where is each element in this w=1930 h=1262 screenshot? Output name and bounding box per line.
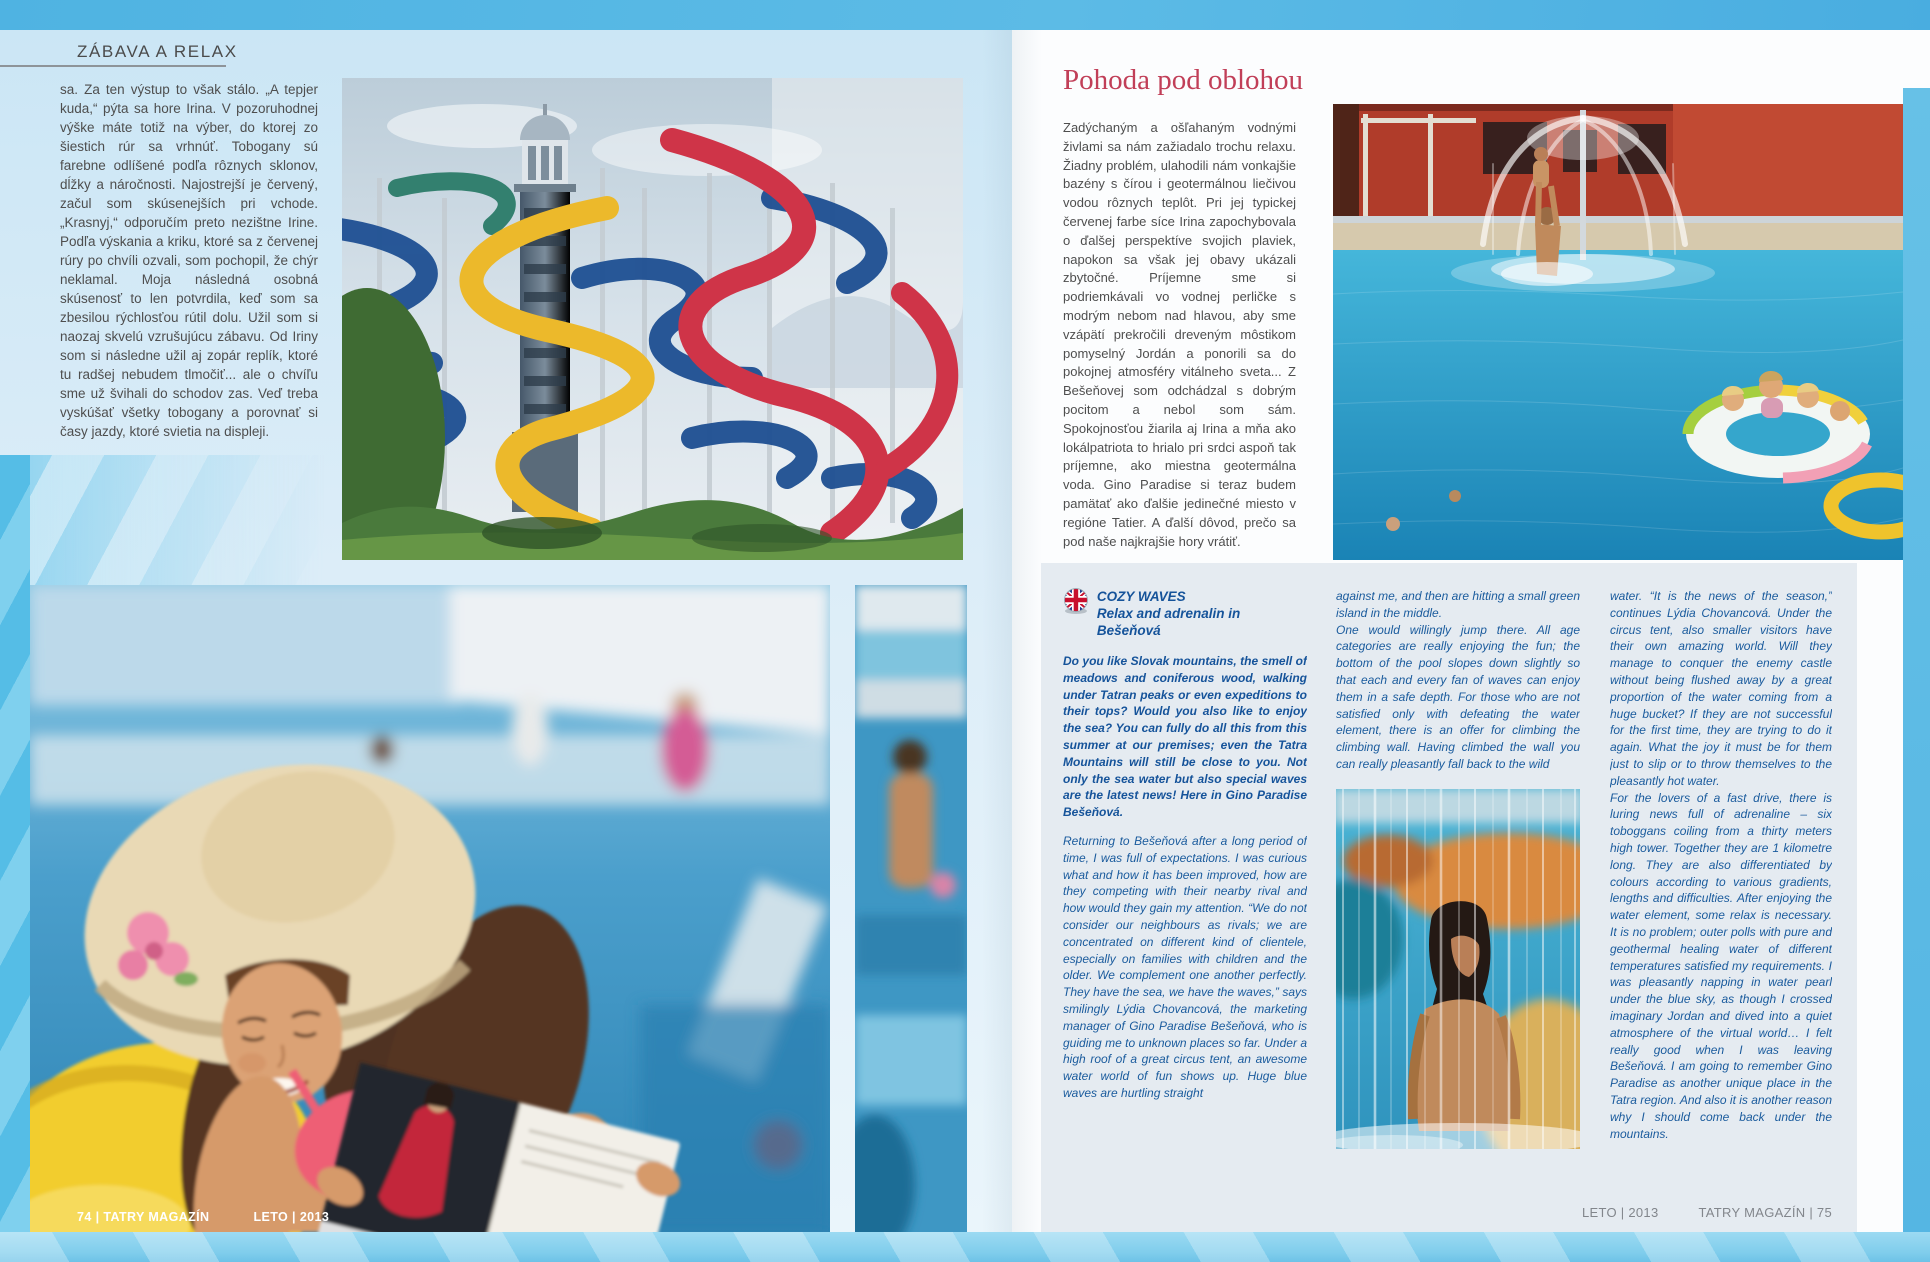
bottom-bar-stripes [0,1232,1930,1262]
footer-right-magazine: TATRY MAGAZÍN | 75 [1698,1205,1832,1220]
english-column-2 [1336,588,1580,1226]
right-article-text: Zadýchaným a ošľahaným vodnými živlami sa nám zažiadalo trochu relaxu. Žiadny problém, ulahodili nám vonkajšie bazény s čírou i geotermálnou liečivou vodou rôznych teplôt. Pri jej typickej červenej farbe síce Irina zapochybovala o ďalšej perspektíve svojich plaviek, napokon sa však jej obavy ukázali zbytočné. Príjemne sme si podriemkávali vo vodnej perličke s modrým nebom nad hlavou, aby sme vzápätí prekročili dreveným môstikom pomyselný Jordán a ponorili sa do pokojnej atmosféry vitálneho sveta... Z Bešeňovej som odchádzal s dobrým pocitom a nebol som sám. Spokojnosťou žiarila aj Irina a mňa ako lokálpatriota to hrialo pri srdci aspoň tak príjemne, ako miestna geotermálna voda. Gino Paradise si teraz budem pamätať ako ďalšie jedinečné miesto v regióne Tatier. A ďalší dôvod, prečo sa pod naše najkrajšie hory vrátiť. [1063,120,1296,549]
english-col3-paragraph-2: For the lovers of a fast drive, there is luring news full of adrenaline – six toboggans coiling from a thirty meters high tower. Together they are 1 kilometre long. They are also differentiated by colours according to various gradients, lengths and difficulties. After enjoying the water element, some relax is necessary. It is no problem; outer polls with pure and geothermal healing water of different temperatures satisfied my requirements. I was pleasantly napping in water pearl under the blue sky, as though I crossed imaginary Jordan and dived into a quiet atmosphere of the virtual world… I felt really good when I was leaving Bešeňová. I am going to remember Gino Paradise as another unique place in the Tatra region. And also it is another reason why I should come back under the mountains. [1610,790,1832,1141]
photo-pool-strip [855,585,967,1232]
section-underline [0,65,226,67]
photo-man-water-curtain [1336,789,1580,1149]
english-intro-paragraph: Do you like Slovak mountains, the smell of meadows and coniferous wood, walking under Tatran peaks or even expeditions to their tops? Would you also like to enjoy the sea? You can fully do all this from this summer at our premises; even the Tatra Mountains will still be close to you. Not only the sea water but also special waves are the latest news! Here in Gino Paradise Bešeňová. [1063,654,1307,820]
english-column-1 [1063,588,1307,1226]
english-col2-paragraph-2: One would willingly jump there. All age categories are really enjoying the fun; the bottom of the pool slopes down slightly so that each and every fan of waves can enjoy them in a safe depth. For those who are not satisfied only with defeating the water element, there is an offer for climbing the climbing wall. Having climbed the wall you can really pleasantly fall back to the wild [1336,622,1580,771]
article-title: Pohoda pod oblohou [1063,64,1304,96]
footer-left-magazine: 74 | TATRY MAGAZÍN [77,1210,210,1224]
photo-pool-family-fountain [1333,104,1903,560]
section-label: ZÁBAVA A RELAX [77,42,238,61]
left-article-text: sa. Za ten výstup to však stálo. „A tepjer kuda,“ pýta sa hore Irina. V pozoruhodnej výške máte totiž na výber, do ktorej zo šiestich rúr sa vrhnúť. Tobogany sú farebne odlíšené podľa rôznych sklonov, dĺžky a náročnosti. Najostrejší je červený, začul som skúsenejších pri vchode. „Krasnyj,“ odporučím preto nezištne Irine. Podľa výskania a kriku, ktoré sa z červenej rúry po chvíli ozvali, som pochopil, že chýr neklamal. Moja následná osobná skúsenosť to len potvrdila, keď som sa zbesilou rýchlosťou rútil dolu. Užil som si naozaj skvelú vzrušujúcu zábavu. Od Iriny som si následne užil aj zopár replík, ktoré tu radšej nebudem tlmočiť... ale o chvíľu sme už švihali do schodov zas. Veď treba vyskúšať všetky tobogany a porovnať si časy jazdy, ktoré svietia na displeji. [60,82,318,439]
english-column-3 [1610,588,1832,1226]
footer-right-issue: LETO | 2013 [1581,1205,1659,1220]
footer-left-issue: LETO | 2013 [253,1210,330,1224]
uk-flag-icon [1063,588,1089,614]
photo-waterslide-tower [342,78,963,560]
footer-right [1041,1205,1832,1220]
page-gutter-shadow [982,30,1042,1232]
photo-woman-sunhat-pool [30,585,830,1232]
english-col2-paragraph-1: against me, and then are hitting a small green island in the middle. [1336,589,1580,620]
cyan-diagonal-decor [0,455,342,585]
english-col1-paragraph: Returning to Bešeňová after a long period of time, I was full of expectations. I was curious what and how it has been improved, how are they competing with their nearby rival and how would they gain my attention. “We do not consider our neighbours as rivals; we are concentrated on different kind of clientele, especially on families with children and the older. We complement one another perfectly. They have the sea, we have the waves,” says smilingly Lýdia Chovancová, the marketing manager of Gino Paradise Bešeňová, who is guiding me to unknown places so far. Under a high roof of a great circus tent, an awesome water world of fun shows up. Huge blue waves are hurtling straight [1063,833,1307,1100]
footer-left [77,1210,373,1224]
english-title: COZY WAVES [1096,589,1186,604]
english-col3-paragraph-1: water. “It is the news of the season,” continues Lýdia Chovancová. Under the circus tent, also smaller visitors have their own amazing world. Will they manage to conquer the enemy castle without being flushed away by a great proportion of the water coming from a huge bucket? If they are not successful for the first time, they are trying to do it again. What the joy it must be for them just to slip or to throw themselves to the pleasantly hot water. [1610,589,1832,788]
top-border-bar [0,0,1930,30]
english-header [1063,588,1307,639]
left-edge-cyan-strip [0,455,30,1233]
english-subtitle: Relax and adrenalin in Bešeňová [1096,606,1241,638]
right-edge-cyan-strip [1903,88,1930,1233]
